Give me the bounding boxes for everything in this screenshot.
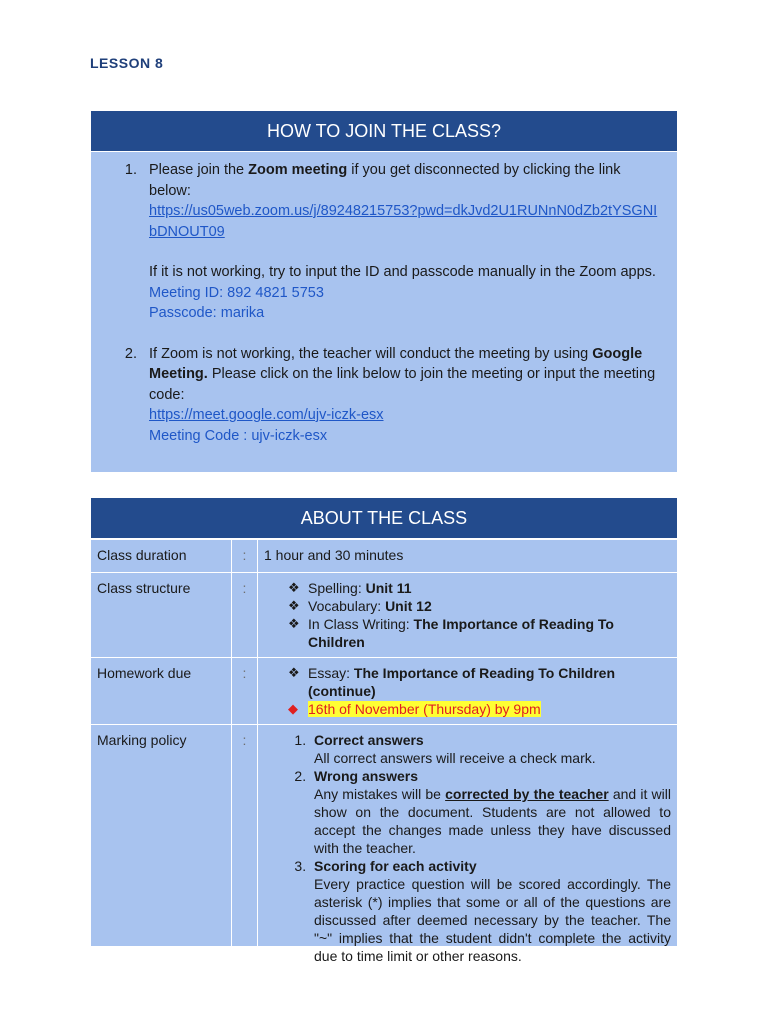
step2-text-a: If Zoom is not working, the teacher will conduct the meeting by using	[149, 345, 593, 362]
homework-list	[264, 664, 671, 718]
join-steps-list	[119, 160, 663, 446]
about-class-title: ABOUT THE CLASS	[91, 498, 677, 539]
structure-list	[264, 579, 671, 651]
step1-bold: Zoom meeting	[248, 162, 348, 178]
passcode: Passcode: marika	[149, 305, 265, 321]
diamond-bullet-icon: ❖	[288, 616, 300, 631]
step2-bold: Google Meeting.	[149, 345, 643, 382]
lesson-label: LESSON 8	[90, 55, 164, 71]
step1-text-a: Please join the	[149, 162, 249, 178]
duration-label: Class duration	[91, 540, 232, 573]
join-class-box	[91, 111, 677, 472]
marking-item: 2. Wrong answers Any mistakes will be corrected by the teacher and it will show on the document. Students are not allowed to accept the changes made unless they have discussed with the teacher.	[310, 767, 671, 857]
structure-item: ❖ In Class Writing: The Importance of Reading To Children	[288, 616, 614, 650]
marking-list	[264, 731, 671, 965]
step1-text-b: if you get disconnected by clicking the link below:	[149, 162, 621, 199]
duration-value: 1 hour and 30 minutes	[258, 540, 678, 573]
join-class-title: HOW TO JOIN THE CLASS?	[91, 111, 677, 152]
row-separator: :	[232, 725, 258, 972]
meeting-id: Meeting ID: 892 4821 5753	[149, 284, 324, 301]
diamond-bullet-icon: ❖	[288, 598, 300, 613]
meeting-code: Meeting Code : ujv-iczk-esx	[149, 427, 328, 444]
deadline-highlight: 16th of November (Thursday) by 9pm	[308, 701, 541, 717]
step2-text-b: Please click on the link below to join the meeting or input the meeting code:	[149, 366, 656, 403]
red-diamond-bullet-icon: ◆	[288, 701, 298, 716]
join-class-body	[91, 152, 677, 446]
join-step-google-meet	[141, 344, 663, 447]
about-class-box	[91, 498, 677, 964]
diamond-bullet-icon: ❖	[288, 665, 300, 680]
homework-deadline	[288, 700, 671, 718]
homework-label: Homework due	[91, 658, 232, 725]
corrected-by-teacher: corrected by the teacher	[445, 786, 609, 802]
row-class-structure	[91, 573, 677, 658]
marking-item: 1. Correct answers All correct answers will receive a check mark.	[310, 731, 671, 767]
row-separator: :	[232, 573, 258, 658]
about-class-table	[91, 539, 677, 971]
join-step-zoom	[141, 160, 663, 324]
marking-item: 3. Scoring for each activity Every practice question will be scored accordingly. The asterisk (*) implies that some or all of the questions are discussed after deemed necessary by the teacher. The "~" implies that the student didn't complete the activity due to time limit or other reasons.	[310, 857, 671, 965]
structure-item: ❖ Spelling: Unit 11	[288, 580, 412, 596]
structure-item: ❖ Vocabulary: Unit 12	[288, 598, 432, 614]
homework-essay: ❖ Essay: The Importance of Reading To Children (continue)	[288, 665, 615, 699]
zoom-link[interactable]: https://us05web.zoom.us/j/89248215753?pwd=dkJvd2U1RUNnN0dZb2tYSGNIbDNOUT09	[149, 203, 658, 240]
zoom-fallback-note: If it is not working, try to input the ID and passcode manually in the Zoom apps.	[149, 264, 656, 280]
row-class-duration	[91, 540, 677, 573]
marking-label: Marking policy	[91, 725, 232, 972]
row-separator: :	[232, 658, 258, 725]
row-separator: :	[232, 540, 258, 573]
structure-label: Class structure	[91, 573, 232, 658]
google-meet-link[interactable]: https://meet.google.com/ujv-iczk-esx	[149, 407, 384, 423]
row-homework-due	[91, 658, 677, 725]
row-marking-policy	[91, 725, 677, 972]
diamond-bullet-icon: ❖	[288, 580, 300, 595]
